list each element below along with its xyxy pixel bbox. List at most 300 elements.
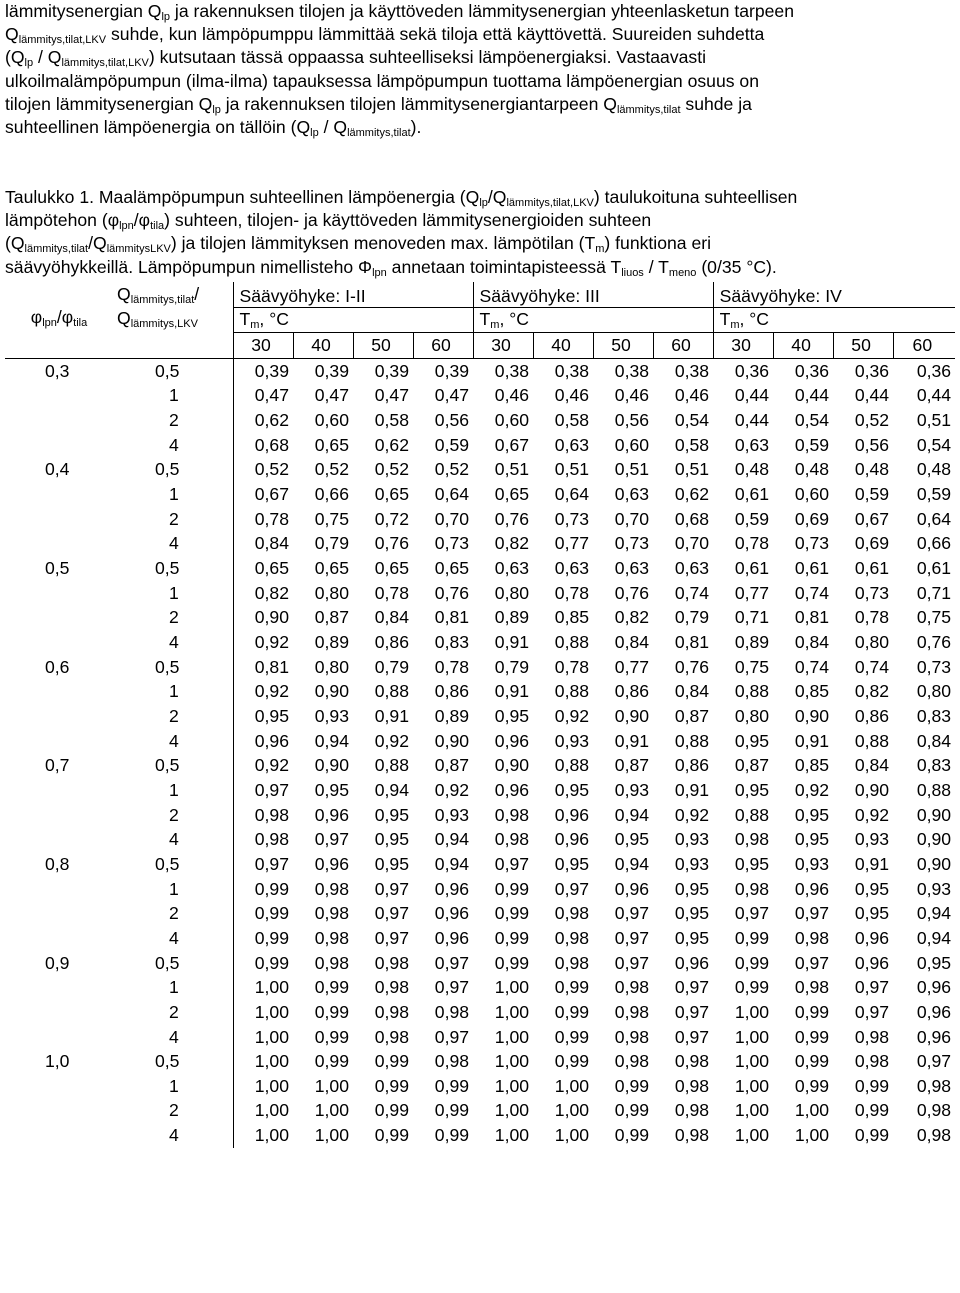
value-cell: 0,99 xyxy=(734,977,770,998)
value-cell: 0,98 xyxy=(494,804,530,825)
phi-ratio-cell xyxy=(5,630,117,655)
value-cell: 0,63 xyxy=(674,558,710,579)
value-cell: 0,36 xyxy=(893,358,955,383)
value-cell: 0,79 xyxy=(374,656,409,677)
value-cell: 1,00 xyxy=(233,975,293,1000)
phi-ratio-cell xyxy=(5,482,117,507)
table-row xyxy=(5,704,955,729)
phi-ratio-cell xyxy=(5,581,117,606)
value-cell: 0,96 xyxy=(434,903,470,924)
value-cell: 0,71 xyxy=(734,607,770,628)
temp-header-cell: 30 xyxy=(233,333,293,359)
value-cell: 0,94 xyxy=(434,829,470,850)
value-cell: 0,99 xyxy=(314,1001,349,1022)
value-cell: 0,92 xyxy=(233,680,293,705)
value-cell: 0,98 xyxy=(674,1075,710,1096)
value-cell: 0,80 xyxy=(314,582,349,603)
value-cell: 0,70 xyxy=(434,508,470,529)
value-cell: 0,46 xyxy=(674,385,710,406)
value-cell: 0,58 xyxy=(554,410,590,431)
value-cell: 0,99 xyxy=(314,1026,349,1047)
value-cell: 0,92 xyxy=(674,804,710,825)
value-cell: 0,97 xyxy=(916,1051,952,1072)
value-cell: 0,95 xyxy=(734,853,770,874)
value-cell: 0,52 xyxy=(314,459,349,480)
empty-cell xyxy=(117,333,233,359)
value-cell: 0,76 xyxy=(674,656,710,677)
phi-ratio-cell xyxy=(5,384,117,409)
value-cell: 0,97 xyxy=(374,878,409,899)
empty-cell xyxy=(5,333,117,359)
value-cell: 0,97 xyxy=(614,903,650,924)
value-cell: 1,00 xyxy=(233,1123,293,1148)
table-row xyxy=(5,975,955,1000)
value-cell: 0,99 xyxy=(734,927,770,948)
temp-header-cell: 60 xyxy=(413,333,473,359)
table-caption xyxy=(5,186,955,279)
value-cell: 0,94 xyxy=(434,853,470,874)
value-cell: 0,59 xyxy=(434,434,470,455)
value-cell: 0,97 xyxy=(434,1026,470,1047)
value-cell: 0,95 xyxy=(674,903,710,924)
value-cell: 1,00 xyxy=(494,1026,530,1047)
value-cell: 0,98 xyxy=(916,1125,952,1146)
q-ratio-cell: 4 xyxy=(169,1026,179,1047)
value-cell: 0,82 xyxy=(494,533,530,554)
value-cell: 0,98 xyxy=(314,927,349,948)
value-cell: 0,96 xyxy=(794,878,830,899)
value-cell: 0,59 xyxy=(734,508,770,529)
table-row xyxy=(5,951,955,976)
value-cell: 0,96 xyxy=(854,952,890,973)
value-cell: 0,97 xyxy=(794,903,830,924)
value-cell: 0,87 xyxy=(734,755,770,776)
value-cell: 0,96 xyxy=(434,927,470,948)
value-cell: 0,87 xyxy=(674,705,710,726)
phi-ratio-cell xyxy=(5,975,117,1000)
value-cell: 0,78 xyxy=(854,607,890,628)
value-cell: 1,00 xyxy=(494,1001,530,1022)
value-cell: 1,00 xyxy=(494,1100,530,1121)
value-cell: 0,84 xyxy=(854,755,890,776)
phi-ratio-cell: 0,3 xyxy=(5,358,117,383)
value-cell: 0,95 xyxy=(734,730,770,751)
value-cell: 0,78 xyxy=(374,582,409,603)
intro-line-5: tilojen lämmitysenergian $Q_{lp}$ ja rakennuksen tilojen lämmitysenergiantarpeen $Q_{lämmitys,tilat}$ suhde ja xyxy=(5,93,752,116)
value-cell: 0,78 xyxy=(554,582,590,603)
value-cell: 0,88 xyxy=(734,681,770,702)
value-cell: 0,97 xyxy=(374,903,409,924)
phi-ratio-cell xyxy=(5,729,117,754)
value-cell: 0,51 xyxy=(494,459,530,480)
value-cell: 0,99 xyxy=(494,952,530,973)
q-ratio-header: $Q_{lämmitys,tilat}/$ $Q_{lämmitys,LKV}$ xyxy=(117,284,200,330)
value-cell: 0,90 xyxy=(614,705,650,726)
phi-ratio-cell xyxy=(5,433,117,458)
q-ratio-cell: 0,5 xyxy=(155,952,180,973)
table-row xyxy=(5,778,955,803)
value-cell: 0,78 xyxy=(734,533,770,554)
phi-ratio-cell: 0,6 xyxy=(45,656,70,677)
value-cell: 0,74 xyxy=(794,656,830,677)
temp-header-cell: 30 xyxy=(473,333,533,359)
q-ratio-cell: 0,5 xyxy=(155,656,180,677)
value-cell: 0,77 xyxy=(614,656,650,677)
value-cell: 0,51 xyxy=(674,459,710,480)
zone-1-2-header: Säävyöhyke: I-II xyxy=(233,282,473,307)
value-cell: 0,69 xyxy=(794,508,830,529)
value-cell: 0,88 xyxy=(554,755,590,776)
q-ratio-cell: 1 xyxy=(169,385,179,406)
value-cell: 0,70 xyxy=(674,533,710,554)
value-cell: 0,97 xyxy=(614,927,650,948)
value-cell: 0,95 xyxy=(374,829,409,850)
table-row xyxy=(5,729,955,754)
q-ratio-cell: 1 xyxy=(169,582,179,603)
table-row xyxy=(5,1025,955,1050)
value-cell: 0,82 xyxy=(614,607,650,628)
tm-label: $T_m$, °C xyxy=(473,307,713,333)
temp-header-cell: 50 xyxy=(833,333,893,359)
q-ratio-cell: 4 xyxy=(169,533,179,554)
temp-header-cell: 60 xyxy=(893,333,955,359)
value-cell: 0,98 xyxy=(614,1051,650,1072)
value-cell: 0,96 xyxy=(314,804,349,825)
value-cell: 0,36 xyxy=(713,358,773,383)
phi-ratio-cell xyxy=(5,408,117,433)
phi-ratio-cell xyxy=(5,1074,117,1099)
value-cell: 1,00 xyxy=(554,1075,590,1096)
value-cell: 0,99 xyxy=(734,952,770,973)
value-cell: 0,98 xyxy=(794,977,830,998)
value-cell: 0,62 xyxy=(674,484,710,505)
phi-ratio-cell: 0,8 xyxy=(45,853,70,874)
phi-ratio-cell xyxy=(5,803,117,828)
value-cell: 0,98 xyxy=(374,952,409,973)
value-cell: 0,92 xyxy=(374,730,409,751)
value-cell: 0,95 xyxy=(674,927,710,948)
table-row xyxy=(5,1099,955,1124)
value-cell: 0,90 xyxy=(434,730,470,751)
value-cell: 0,95 xyxy=(854,878,890,899)
phi-ratio-cell: 0,7 xyxy=(45,755,70,776)
value-cell: 0,98 xyxy=(916,1100,952,1121)
value-cell: 0,59 xyxy=(794,434,830,455)
value-cell: 0,60 xyxy=(614,434,650,455)
value-cell: 0,82 xyxy=(854,681,890,702)
value-cell: 0,47 xyxy=(314,385,349,406)
q-ratio-cell: 2 xyxy=(169,1100,179,1121)
value-cell: 0,73 xyxy=(854,582,890,603)
value-cell: 0,99 xyxy=(233,877,293,902)
value-cell: 0,65 xyxy=(374,484,409,505)
value-cell: 0,61 xyxy=(794,558,830,579)
table-row xyxy=(5,803,955,828)
value-cell: 0,89 xyxy=(734,632,770,653)
value-cell: 0,63 xyxy=(494,558,530,579)
value-cell: 0,67 xyxy=(233,482,293,507)
table-row xyxy=(5,1049,955,1074)
value-cell: 0,80 xyxy=(854,632,890,653)
value-cell: 0,92 xyxy=(434,779,470,800)
phi-ratio-cell: 0,9 xyxy=(45,952,70,973)
value-cell: 0,91 xyxy=(614,730,650,751)
phi-ratio-cell: 1,0 xyxy=(45,1051,70,1072)
value-cell: 0,90 xyxy=(314,681,349,702)
value-cell: 0,56 xyxy=(614,410,650,431)
value-cell: 0,99 xyxy=(494,927,530,948)
value-cell: 0,86 xyxy=(854,705,890,726)
value-cell: 1,00 xyxy=(494,1051,530,1072)
value-cell: 0,94 xyxy=(916,903,952,924)
value-cell: 0,59 xyxy=(916,484,952,505)
intro-line-1: lämmitysenergian $Q_{lp}$ ja rakennuksen tilojen ja käyttöveden lämmitysenergian yhteenlasketun tarpeen xyxy=(5,1,794,23)
value-cell: 0,83 xyxy=(916,705,952,726)
value-cell: 1,00 xyxy=(233,1049,293,1074)
value-cell: 0,96 xyxy=(233,729,293,754)
value-cell: 0,92 xyxy=(794,779,830,800)
value-cell: 0,86 xyxy=(614,681,650,702)
value-cell: 0,99 xyxy=(374,1100,409,1121)
value-cell: 0,61 xyxy=(916,558,952,579)
value-cell: 0,99 xyxy=(554,977,590,998)
q-ratio-cell: 2 xyxy=(169,705,179,726)
value-cell: 0,89 xyxy=(314,632,349,653)
value-cell: 0,79 xyxy=(674,607,710,628)
value-cell: 0,99 xyxy=(434,1125,470,1146)
q-ratio-cell: 1 xyxy=(169,484,179,505)
value-cell: 0,54 xyxy=(794,410,830,431)
value-cell: 0,98 xyxy=(794,927,830,948)
value-cell: 0,92 xyxy=(554,705,590,726)
value-cell: 0,98 xyxy=(314,878,349,899)
value-cell: 0,75 xyxy=(916,607,952,628)
value-cell: 0,98 xyxy=(374,1026,409,1047)
q-ratio-cell: 2 xyxy=(169,410,179,431)
value-cell: 0,61 xyxy=(734,484,770,505)
value-cell: 0,79 xyxy=(314,533,349,554)
value-cell: 0,73 xyxy=(434,533,470,554)
value-cell: 0,95 xyxy=(916,952,952,973)
value-cell: 0,90 xyxy=(233,606,293,631)
phi-ratio-cell: 0,4 xyxy=(45,459,70,480)
q-ratio-cell: 0,5 xyxy=(155,459,180,480)
value-cell: 0,98 xyxy=(614,977,650,998)
value-cell: 0,97 xyxy=(794,952,830,973)
value-cell: 0,52 xyxy=(374,459,409,480)
value-cell: 0,99 xyxy=(374,1051,409,1072)
q-ratio-cell: 1 xyxy=(169,977,179,998)
value-cell: 0,98 xyxy=(374,977,409,998)
value-cell: 0,96 xyxy=(554,804,590,825)
phi-ratio-cell xyxy=(5,1000,117,1025)
temp-header-cell: 30 xyxy=(713,333,773,359)
value-cell: 0,88 xyxy=(734,804,770,825)
value-cell: 0,95 xyxy=(854,903,890,924)
value-cell: 0,96 xyxy=(314,853,349,874)
value-cell: 0,96 xyxy=(674,952,710,973)
phi-ratio-cell xyxy=(5,901,117,926)
value-cell: 0,38 xyxy=(473,358,533,383)
table-row xyxy=(5,556,955,581)
value-cell: 0,98 xyxy=(434,1001,470,1022)
value-cell: 0,77 xyxy=(554,533,590,554)
value-cell: 0,64 xyxy=(554,484,590,505)
value-cell: 0,98 xyxy=(233,803,293,828)
value-cell: 0,99 xyxy=(614,1125,650,1146)
value-cell: 0,90 xyxy=(916,804,952,825)
value-cell: 0,98 xyxy=(674,1051,710,1072)
value-cell: 0,74 xyxy=(674,582,710,603)
value-cell: 0,78 xyxy=(434,656,470,677)
value-cell: 0,91 xyxy=(494,632,530,653)
value-cell: 0,99 xyxy=(794,1001,830,1022)
phi-ratio-cell xyxy=(5,704,117,729)
temp-header-cell: 60 xyxy=(653,333,713,359)
value-cell: 0,81 xyxy=(794,607,830,628)
table-row xyxy=(5,827,955,852)
value-cell: 0,82 xyxy=(233,581,293,606)
value-cell: 0,68 xyxy=(233,433,293,458)
value-cell: 0,52 xyxy=(233,458,293,483)
value-cell: 0,73 xyxy=(794,533,830,554)
value-cell: 0,86 xyxy=(674,755,710,776)
value-cell: 0,84 xyxy=(674,681,710,702)
value-cell: 0,97 xyxy=(674,977,710,998)
value-cell: 0,81 xyxy=(674,632,710,653)
temp-header-cell: 40 xyxy=(773,333,833,359)
value-cell: 0,61 xyxy=(734,558,770,579)
value-cell: 0,99 xyxy=(794,1026,830,1047)
value-cell: 0,44 xyxy=(916,385,952,406)
value-cell: 0,99 xyxy=(434,1075,470,1096)
value-cell: 0,91 xyxy=(794,730,830,751)
value-cell: 0,95 xyxy=(374,853,409,874)
value-cell: 1,00 xyxy=(494,1125,530,1146)
value-cell: 0,65 xyxy=(374,558,409,579)
value-cell: 1,00 xyxy=(734,1001,770,1022)
value-cell: 0,90 xyxy=(314,755,349,776)
value-cell: 0,84 xyxy=(794,632,830,653)
value-cell: 0,98 xyxy=(614,1001,650,1022)
value-cell: 0,75 xyxy=(314,508,349,529)
value-cell: 0,97 xyxy=(674,1026,710,1047)
value-cell: 0,63 xyxy=(554,434,590,455)
value-cell: 0,95 xyxy=(554,779,590,800)
table-row xyxy=(5,458,955,483)
value-cell: 0,94 xyxy=(614,804,650,825)
value-cell: 0,91 xyxy=(374,705,409,726)
table-row xyxy=(5,606,955,631)
value-cell: 0,93 xyxy=(314,705,349,726)
value-cell: 0,51 xyxy=(916,410,952,431)
value-cell: 0,95 xyxy=(233,704,293,729)
value-cell: 0,98 xyxy=(314,903,349,924)
value-cell: 0,95 xyxy=(734,779,770,800)
value-cell: 1,00 xyxy=(314,1100,349,1121)
value-cell: 1,00 xyxy=(494,977,530,998)
q-ratio-cell: 4 xyxy=(169,632,179,653)
value-cell: 0,98 xyxy=(374,1001,409,1022)
value-cell: 0,68 xyxy=(674,508,710,529)
phi-ratio-cell xyxy=(5,507,117,532)
value-cell: 0,88 xyxy=(554,632,590,653)
tm-label: $T_m$, °C xyxy=(233,307,473,333)
value-cell: 0,94 xyxy=(374,779,409,800)
table-row xyxy=(5,877,955,902)
intro-line-3: $(Q_{lp} / Q_{lämmitys,tilat,LKV})$ kutsutaan tässä oppaassa suhteelliseksi lämpöenergiaksi. Vastaavasti xyxy=(5,47,707,70)
phi-ratio-cell xyxy=(5,1099,117,1124)
value-cell: 0,95 xyxy=(314,779,349,800)
zone-4-header: Säävyöhyke: IV xyxy=(713,282,955,307)
value-cell: 0,80 xyxy=(916,681,952,702)
value-cell: 0,98 xyxy=(854,1051,890,1072)
value-cell: 1,00 xyxy=(494,1075,530,1096)
value-cell: 0,99 xyxy=(614,1100,650,1121)
value-cell: 0,95 xyxy=(674,878,710,899)
value-cell: 0,63 xyxy=(614,558,650,579)
value-cell: 0,39 xyxy=(293,358,353,383)
value-cell: 0,64 xyxy=(916,508,952,529)
value-cell: 0,98 xyxy=(554,927,590,948)
q-ratio-cell: 1 xyxy=(169,1075,179,1096)
q-ratio-cell: 2 xyxy=(169,508,179,529)
value-cell: 0,66 xyxy=(916,533,952,554)
value-cell: 1,00 xyxy=(314,1075,349,1096)
value-cell: 0,47 xyxy=(434,385,470,406)
zone-3-header: Säävyöhyke: III xyxy=(473,282,713,307)
table-row xyxy=(5,532,955,557)
value-cell: 0,99 xyxy=(314,977,349,998)
value-cell: 0,99 xyxy=(554,1026,590,1047)
table-row xyxy=(5,482,955,507)
phi-ratio-cell xyxy=(5,926,117,951)
value-cell: 0,38 xyxy=(593,358,653,383)
value-cell: 0,67 xyxy=(854,508,890,529)
value-cell: 0,93 xyxy=(854,829,890,850)
value-cell: 0,99 xyxy=(554,1051,590,1072)
value-cell: 0,74 xyxy=(854,656,890,677)
value-cell: 1,00 xyxy=(734,1125,770,1146)
value-cell: 0,93 xyxy=(554,730,590,751)
value-cell: 1,00 xyxy=(734,1051,770,1072)
value-cell: 0,65 xyxy=(233,556,293,581)
temp-header-cell: 50 xyxy=(353,333,413,359)
value-cell: 1,00 xyxy=(734,1075,770,1096)
value-cell: 0,56 xyxy=(854,434,890,455)
value-cell: 0,46 xyxy=(494,385,530,406)
phi-ratio-cell xyxy=(5,606,117,631)
table-row xyxy=(5,1123,955,1148)
q-ratio-cell: 4 xyxy=(169,927,179,948)
value-cell: 0,93 xyxy=(434,804,470,825)
value-cell: 0,62 xyxy=(233,408,293,433)
value-cell: 0,38 xyxy=(533,358,593,383)
value-cell: 0,74 xyxy=(794,582,830,603)
temp-header-cell: 40 xyxy=(533,333,593,359)
value-cell: 0,47 xyxy=(374,385,409,406)
value-cell: 0,36 xyxy=(833,358,893,383)
value-cell: 0,98 xyxy=(314,952,349,973)
value-cell: 0,97 xyxy=(854,977,890,998)
value-cell: 0,97 xyxy=(854,1001,890,1022)
intro-line-4: ulkoilmalämpöpumpun (ilma-ilma) tapauksessa lämpöpumpun tuottama lämpöenergian osuus on xyxy=(5,70,759,91)
value-cell: 0,94 xyxy=(614,853,650,874)
value-cell: 0,39 xyxy=(353,358,413,383)
table-row xyxy=(5,655,955,680)
value-cell: 0,99 xyxy=(794,1051,830,1072)
value-cell: 0,90 xyxy=(916,829,952,850)
